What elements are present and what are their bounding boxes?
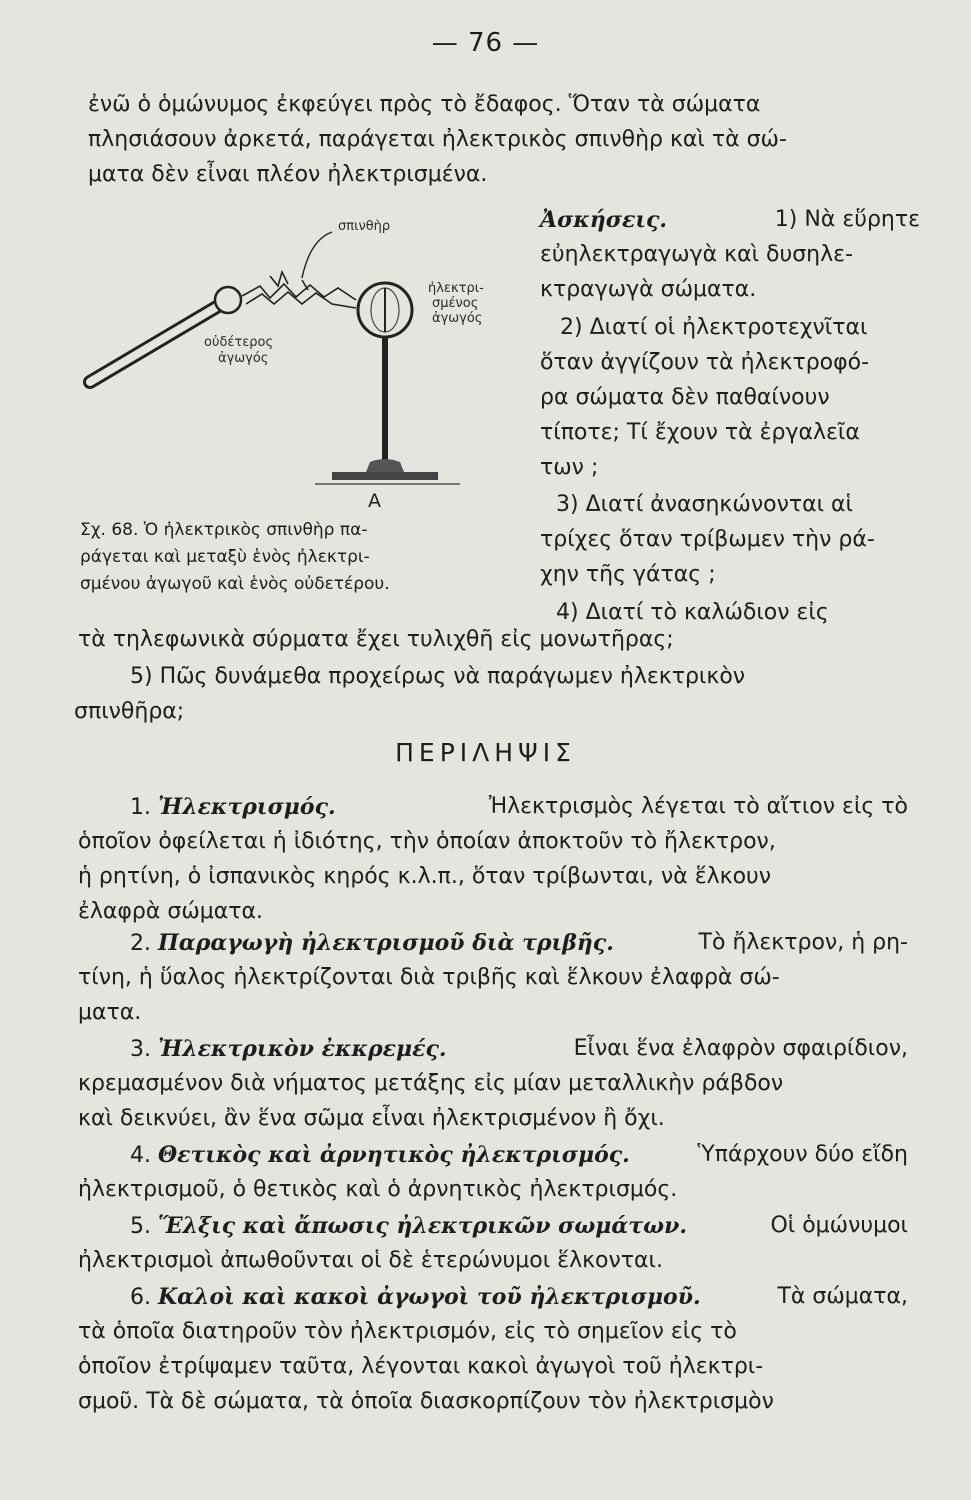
intro-line-2: πλησιάσουν ἀρκετά, παράγεται ἠλεκτρικὸς σπινθὴρ καὶ τὰ σώ- [88, 127, 787, 152]
exercise-line-3: κτραγωγὰ σώματα. [540, 277, 757, 302]
summary-heading: ΠΕΡΙΛΗΨΙΣ [395, 738, 576, 767]
exercise-line-12: 4) Διατί τὸ καλώδιον εἰς [556, 600, 829, 625]
figure-68-illustration [70, 200, 540, 500]
summary-item-3-first: Εἶναι ἕνα ἐλαφρὸν σφαιρίδιον, [573, 1036, 908, 1061]
summary-item-1-first: Ἠλεκτρισμὸς λέγεται τὸ αἴτιον εἰς τὸ [488, 794, 908, 819]
label-neutral-1: οὐδέτερος [204, 335, 274, 350]
summary-item-2-line-3: ματα. [78, 1000, 142, 1025]
summary-item-2-num: 2. [130, 931, 151, 956]
summary-item-3-line-3: καὶ δεικνύει, ἂν ἕνα σῶμα εἶναι ἠλεκτρισμένον ἢ ὄχι. [78, 1106, 665, 1131]
caption-line-3: σμένου ἀγωγοῦ καὶ ἑνὸς οὐδετέρου. [80, 574, 390, 594]
exercise-line-8: των ; [540, 455, 599, 480]
summary-item-6-num: 6. [130, 1285, 151, 1310]
intro-line-3: ματα δὲν εἶναι πλέον ἠλεκτρισμένα. [88, 162, 488, 187]
label-charged-2: σμένος [432, 296, 479, 311]
exercises-heading: Ἀσκήσεις. [540, 207, 668, 233]
exercise-line-1 [540, 205, 920, 235]
spark-zigzag [242, 272, 356, 308]
exercise-line-11: χην τῆς γάτας ; [540, 562, 716, 587]
summary-item-5-term: Ἕλξις καὶ ἄπωσις ἠλεκτρικῶν σωμάτων. [158, 1213, 688, 1239]
summary-item-2-line-2: τίνη, ἡ ὕαλος ἠλεκτρίζονται διὰ τριβῆς καὶ ἕλκουν ἐλαφρὰ σώ- [78, 965, 780, 990]
exercise-1-start: 1) Νὰ εὕρητε [774, 207, 920, 232]
summary-item-1-line-1 [130, 792, 908, 823]
summary-item-4-line-1 [130, 1140, 908, 1171]
summary-item-1-num: 1. [130, 795, 151, 820]
exercise-line-9: 3) Διατί ἀνασηκώνονται αἱ [556, 492, 853, 517]
exercise-cont-3: σπινθῆρα; [74, 699, 185, 724]
summary-item-1-line-2: ὁποῖον ὀφείλεται ἡ ἰδιότης, τὴν ὁποίαν ἀποκτοῦν τὸ ἤλεκτρον, [78, 829, 776, 854]
summary-item-6-line-1 [130, 1282, 908, 1313]
summary-item-2-term: Παραγωγὴ ἠλεκτρισμοῦ διὰ τριβῆς. [158, 930, 614, 956]
summary-item-2-first: Τὸ ἤλεκτρον, ἡ ρη- [698, 930, 908, 955]
summary-item-3-line-1 [130, 1034, 908, 1065]
exercise-line-10: τρίχες ὅταν τρίβωμεν τὴν ρά- [540, 527, 875, 552]
intro-line-1: ἐνῶ ὁ ὁμώνυμος ἐκφεύγει πρὸς τὸ ἔδαφος. Ὅταν τὰ σώματα [88, 92, 761, 117]
summary-item-6-line-4: σμοῦ. Τὰ δὲ σώματα, τὰ ὁποῖα διασκορπίζουν τὸν ἠλεκτρισμὸν [78, 1389, 774, 1414]
figure-letter: A [368, 490, 381, 512]
summary-item-2-line-1 [130, 928, 908, 959]
summary-item-6-line-3: ὁποῖον ἐτρίψαμεν ταῦτα, λέγονται κακοὶ ἀγωγοὶ τοῦ ἠλεκτρι- [78, 1354, 764, 1379]
summary-item-6-first: Τὰ σώματα, [777, 1284, 908, 1309]
exercise-cont-1: τὰ τηλεφωνικὰ σύρματα ἔχει τυλιχθῆ εἰς μονωτῆρας; [78, 627, 674, 652]
summary-item-1-line-3: ἡ ρητίνη, ὁ ἰσπανικὸς κηρός κ.λ.π., ὅταν τρίβωνται, νὰ ἕλκουν [78, 864, 772, 889]
summary-item-5-num: 5. [130, 1214, 151, 1239]
page-number: — 76 — [431, 28, 540, 58]
summary-item-4-num: 4. [130, 1143, 151, 1168]
spark-leader-line [302, 232, 332, 278]
summary-item-4-term: Θετικὸς καὶ ἀρνητικὸς ἠλεκτρισμός. [158, 1142, 630, 1168]
summary-item-6-line-2: τὰ ὁποῖα διατηροῦν τὸν ἠλεκτρισμόν, εἰς τὸ σημεῖον εἰς τὸ [78, 1319, 737, 1344]
summary-item-6-term: Καλοὶ καὶ κακοὶ ἀγωγοὶ τοῦ ἠλεκτρισμοῦ. [158, 1284, 701, 1310]
label-charged-3: ἀγωγός [432, 311, 483, 326]
summary-item-4-first: Ὑπάρχουν δύο εἴδη [697, 1142, 908, 1167]
exercise-line-4: 2) Διατί οἱ ἠλεκτροτεχνῖται [560, 315, 868, 340]
summary-item-1-term: Ἠλεκτρισμός. [158, 794, 336, 820]
summary-item-5-line-2: ἠλεκτρισμοὶ ἀπωθοῦνται οἱ δὲ ἑτερώνυμοι ἕλκονται. [78, 1248, 663, 1273]
label-neutral-2: ἀγωγός [218, 351, 269, 366]
exercise-cont-2: 5) Πῶς δυνάμεθα προχείρως νὰ παράγωμεν ἠλεκτρικὸν [130, 664, 746, 689]
exercise-line-6: ρα σώματα δὲν παθαίνουν [540, 385, 830, 410]
summary-item-1-line-4: ἐλαφρὰ σώματα. [78, 899, 263, 924]
summary-item-3-line-2: κρεμασμένον διὰ νήματος μετάξης εἰς μίαν μεταλλικὴν ράβδον [78, 1071, 784, 1096]
exercise-line-7: τίποτε; Τί ἔχουν τὰ ἐργαλεῖα [540, 420, 860, 445]
caption-line-1: Σχ. 68. Ὁ ἠλεκτρικὸς σπινθὴρ πα- [80, 520, 368, 540]
exercise-line-2: εὐηλεκτραγωγὰ καὶ δυσηλε- [540, 242, 853, 267]
caption-line-2: ράγεται καὶ μεταξὺ ἑνὸς ἠλεκτρι- [80, 547, 370, 567]
summary-item-4-line-2: ἠλεκτρισμοῦ, ὁ θετικὸς καὶ ὁ ἀρνητικὸς ἠλεκτρισμός. [78, 1177, 678, 1202]
summary-item-3-term: Ἠλεκτρικὸν ἐκκρεμές. [158, 1036, 447, 1062]
summary-item-5-line-1 [130, 1211, 908, 1242]
label-spark: σπινθὴρ [338, 219, 391, 234]
label-charged-1: ἠλεκτρι- [428, 281, 484, 296]
summary-item-5-first: Οἱ ὁμώνυμοι [770, 1213, 908, 1238]
exercise-line-5: ὅταν ἀγγίζουν τὰ ἠλεκτροφό- [540, 350, 870, 375]
summary-item-3-num: 3. [130, 1037, 151, 1062]
